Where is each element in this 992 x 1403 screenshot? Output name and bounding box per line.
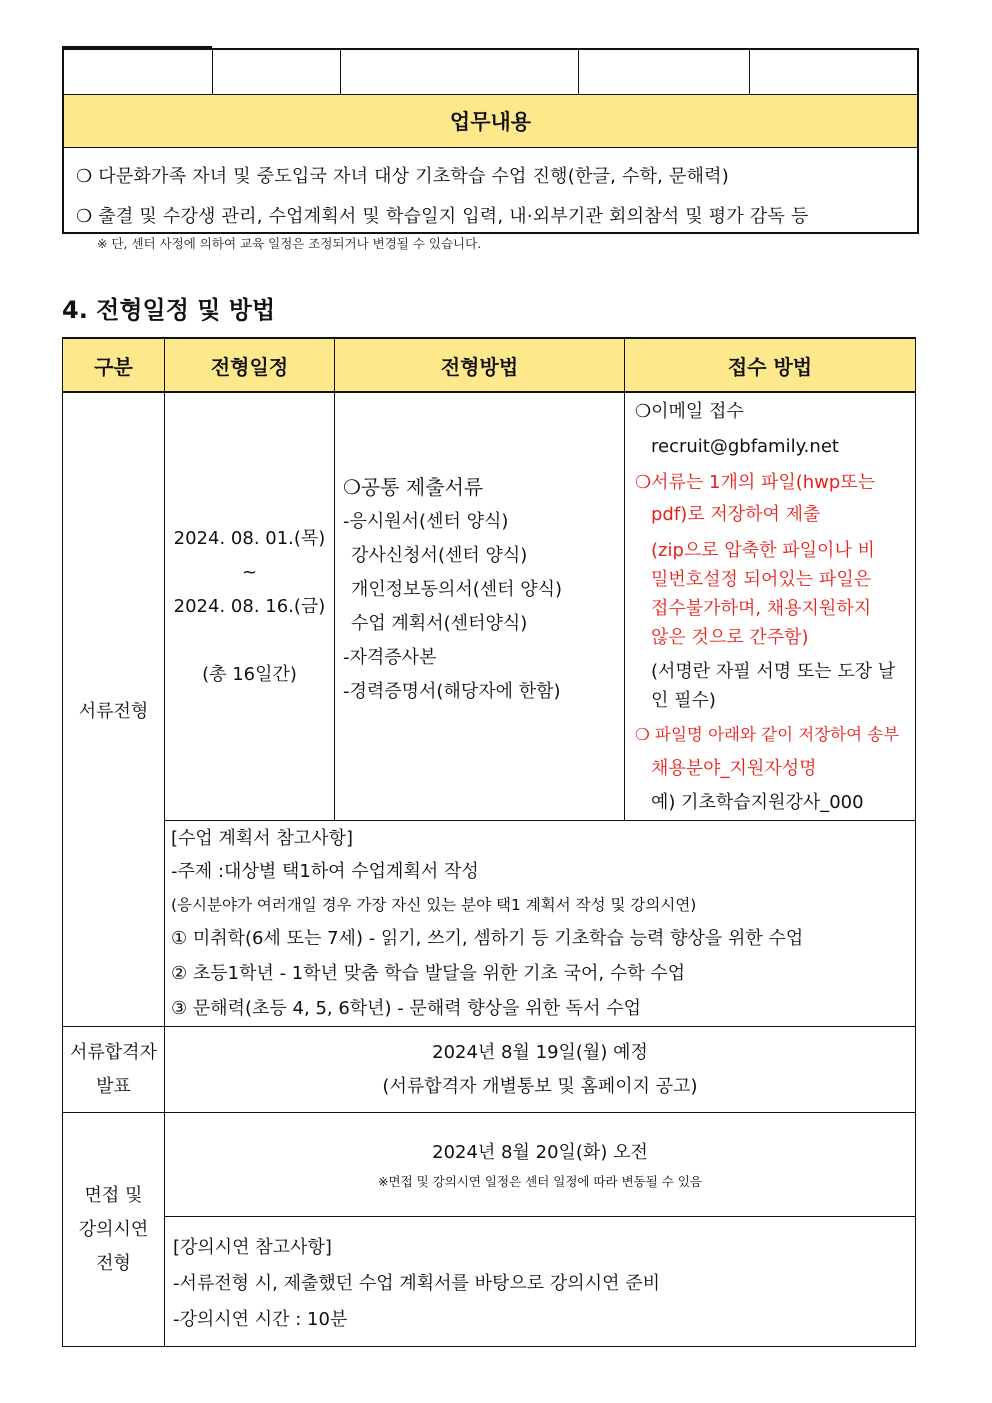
method-line: 수업 계획서(센터양식) [351,613,528,634]
reception-cell [625,392,916,821]
header-cell: 구분 [63,338,165,392]
label-line: 전형 [96,1252,131,1274]
interview-date-cell [165,1113,916,1217]
table-row [63,821,916,1027]
schedule-note: ※ 단, 센터 사정에 의하여 교육 일정은 조정되거나 변경될 수 있습니다. [97,236,482,251]
sign-rule: 인 필수) [651,690,716,711]
method-line: -자격증사본 [343,647,437,668]
announcement-date: 2024년 8월 19일(월) 예정 [432,1041,648,1063]
zip-rule: 밀번호설정 되어있는 파일은 [651,569,872,590]
interview-note: ※면접 및 강의시연 일정은 센터 일정에 따라 변동될 수 있음 [378,1173,702,1189]
empty-cell [579,50,750,94]
filename-format: 채용분야_지원자성명 [651,758,817,779]
duty-bullet: ❍ 다문화가족 자녀 및 중도입국 자녀 대상 기초학습 수업 진행(한글, 수학, 문해력) [76,166,729,187]
date-start: 2024. 08. 01.(목) [173,527,326,549]
row-label-document: 서류전형 [63,392,165,1027]
duration: (총 16일간) [202,663,297,685]
table-row [63,1113,916,1217]
file-rule: ❍서류는 1개의 파일(hwp또는 [635,472,876,493]
method-cell [335,392,625,821]
header-cell: 전형일정 [165,338,335,392]
label-line: 서류합격자 [70,1041,157,1063]
sign-rule: (서명란 자필 서명 또는 도장 날 [651,661,896,682]
empty-cell [213,50,341,94]
interview-date: 2024년 8월 20일(화) 오전 [432,1141,648,1163]
table-row [63,1027,916,1113]
demo-note: -서류전형 시, 제출했던 수업 계획서를 바탕으로 강의시연 준비 [173,1272,660,1294]
duty-bullet: ❍ 출결 및 수강생 관리, 수업계획서 및 학습일지 입력, 내·외부기관 회의참석 및 평가 감독 등 [76,206,809,227]
section-title: 4. 전형일정 및 방법 [62,296,276,324]
email-address: recruit@gbfamily.net [651,436,839,457]
method-line: -응시원서(센터 양식) [343,511,509,532]
label-line: 발표 [96,1075,131,1097]
plan-notes-cell [165,821,916,1027]
zip-rule: 않은 것으로 간주함) [651,627,809,648]
announcement-detail: (서류합격자 개별통보 및 홈페이지 공고) [382,1075,698,1097]
header-cell: 전형방법 [335,338,625,392]
plan-note: ② 초등1학년 - 1학년 맞춤 학습 발달을 위한 기초 국어, 수학 수업 [171,963,686,984]
method-line: -경력증명서(해당자에 한함) [343,681,561,702]
demo-notes-cell [165,1217,916,1347]
table-row [63,1217,916,1347]
date-end: 2024. 08. 16.(금) [173,595,326,617]
date-range [165,392,335,821]
email-title: ❍이메일 접수 [635,401,744,422]
file-rule: pdf)로 저장하여 제출 [651,504,821,525]
method-line: ❍공통 제출서류 [343,475,484,499]
row-label-interview [63,1113,165,1347]
row-label-announcement [63,1027,165,1113]
tilde: ~ [241,561,258,583]
table-header-row [63,338,916,392]
zip-rule: 접수불가하며, 채용지원하지 [651,598,872,619]
label-line: 면접 및 [84,1184,143,1206]
plan-note: (응시분야가 여러개일 경우 가장 자신 있는 분야 택1 계획서 작성 및 강의시연) [171,896,697,914]
method-line: 개인정보동의서(센터 양식) [351,579,563,600]
empty-cell [341,50,579,94]
announcement-cell [165,1027,916,1113]
duties-header: 업무내용 [64,94,917,148]
plan-note: ① 미취학(6세 또는 7세) - 읽기, 쓰기, 셈하기 등 기초학습 능력 향상을 위한 수업 [171,928,804,949]
label-line: 강의시연 [78,1218,149,1240]
demo-note: [강의시연 참고사항] [173,1236,332,1258]
schedule-table [62,337,916,1347]
empty-cell [64,50,213,94]
duties-table [62,48,919,234]
plan-note: [수업 계획서 참고사항] [171,828,353,849]
zip-rule: (zip으로 압축한 파일이나 비 [651,540,875,561]
filename-example: 예) 기초학습지원강사_000 [651,792,864,813]
filename-rule: ❍ 파일명 아래와 같이 저장하여 송부 [635,725,900,744]
header-cell: 접수 방법 [625,338,916,392]
plan-note: -주제 :대상별 택1하여 수업계획서 작성 [171,861,479,882]
method-line: 강사신청서(센터 양식) [351,545,528,566]
plan-note: ③ 문해력(초등 4, 5, 6학년) - 문해력 향상을 위한 독서 수업 [171,998,642,1019]
demo-note: -강의시연 시간 : 10분 [173,1308,348,1330]
table-row [63,392,916,821]
